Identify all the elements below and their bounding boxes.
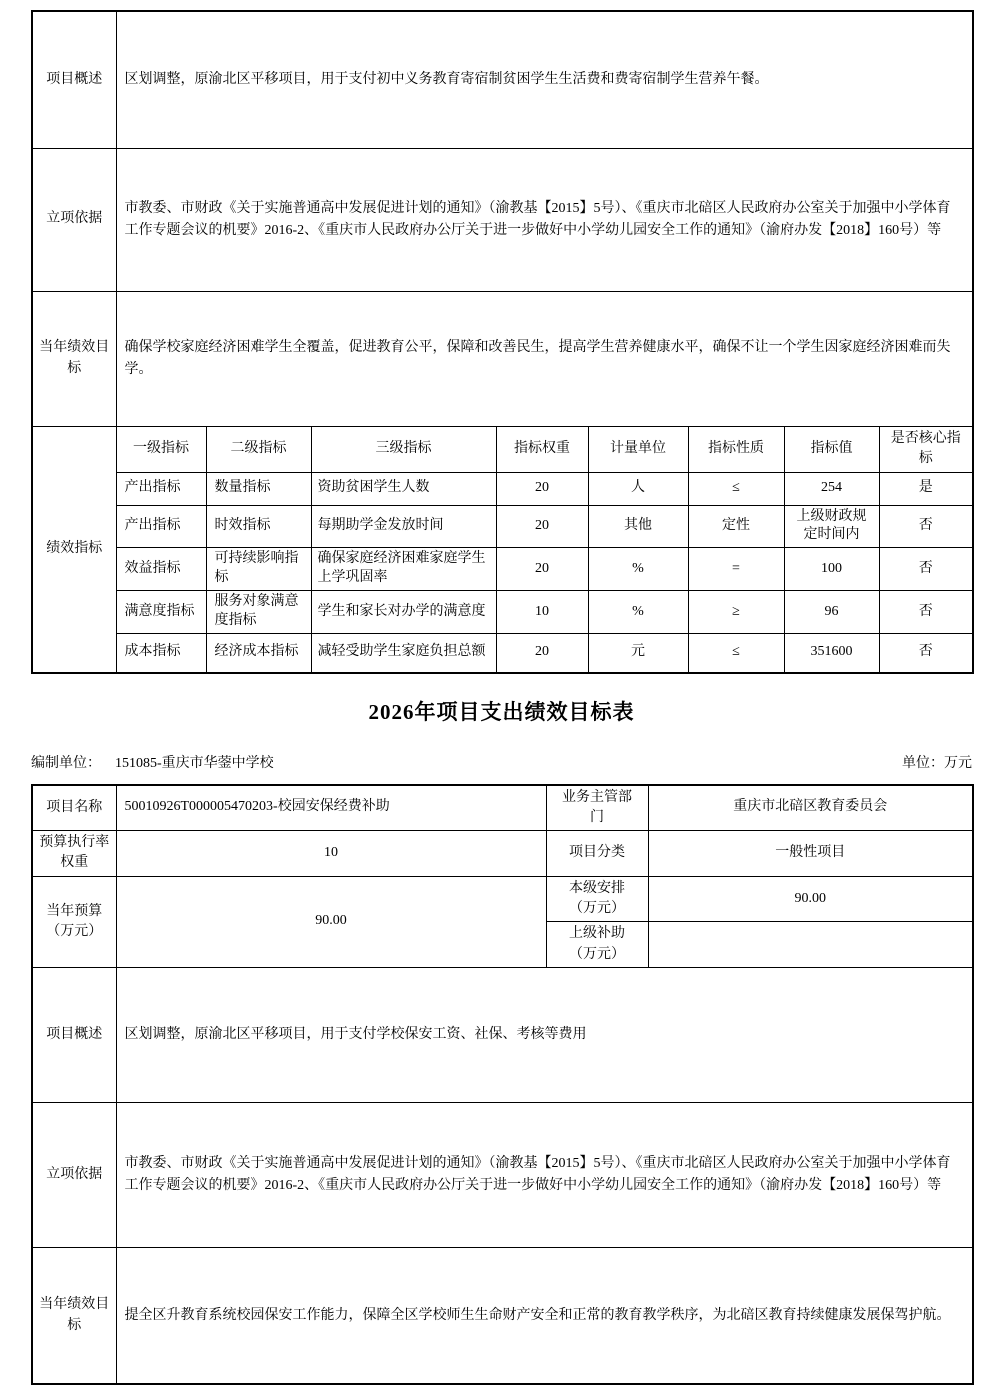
indicator-cell: 学生和家长对办学的满意度 [311,591,496,634]
indicator-cell: ≤ [688,472,784,505]
indicator-cell: 否 [879,591,973,634]
header-level3: 三级指标 [311,426,496,472]
project-overview-label: 项目概述 [32,967,116,1102]
performance-table-top [31,10,974,674]
indicator-cell: 定性 [688,505,784,548]
indicator-row [32,505,973,548]
indicator-cell: 服务对象满意度指标 [206,591,311,634]
indicator-cell: 否 [879,548,973,591]
table-row [32,1247,973,1384]
project-class-value: 一般性项目 [648,831,973,877]
project-name-label: 项目名称 [32,785,116,831]
annual-goal-label: 当年绩效目标 [32,291,116,426]
indicator-cell: 是 [879,472,973,505]
annual-goal-label: 当年绩效目标 [32,1247,116,1384]
indicator-cell: 时效指标 [206,505,311,548]
annual-budget-label: 当年预算（万元） [32,876,116,967]
indicator-cell: 20 [496,472,588,505]
indicator-cell: 确保家庭经济困难家庭学生上学巩固率 [311,548,496,591]
indicator-cell: % [588,548,688,591]
indicator-cell: ≥ [688,591,784,634]
table-row [32,785,973,831]
indicator-cell: 满意度指标 [116,591,206,634]
indicator-row [32,472,973,505]
meta-row [31,752,972,772]
indicator-row [32,548,973,591]
annual-goal-value: 确保学校家庭经济困难学生全覆盖，促进教育公平，保障和改善民生，提高学生营养健康水平，确保不让一个学生因家庭经济困难而失学。 [116,291,973,426]
performance-table-bottom [31,784,974,1386]
indicator-cell: 上级财政规定时间内 [784,505,879,548]
local-arrangement-value: 90.00 [648,876,973,922]
dept-value: 重庆市北碚区教育委员会 [648,785,973,831]
indicator-cell: 产出指标 [116,505,206,548]
indicator-cell: 20 [496,548,588,591]
indicators-label: 绩效指标 [32,426,116,673]
project-overview-label: 项目概述 [32,11,116,148]
project-basis-value: 市教委、市财政《关于实施普通高中发展促进计划的通知》（渝教基【2015】5号）、《重庆市北碚区人民政府办公室关于加强中小学体育工作专题会议的机要》2016-2、《重庆市人民政府办公厅关于进一步做好中小学幼儿园安全工作的通知》（渝府办发【2018】160号）等 [116,148,973,291]
indicator-cell: 每期助学金发放时间 [311,505,496,548]
project-basis-value: 市教委、市财政《关于实施普通高中发展促进计划的通知》（渝教基【2015】5号）、《重庆市北碚区人民政府办公室关于加强中小学体育工作专题会议的机要》2016-2、《重庆市人民政府办公厅关于进一步做好中小学幼儿园安全工作的通知》（渝府办发【2018】160号）等 [116,1102,973,1247]
table-row [32,1102,973,1247]
header-nature: 指标性质 [688,426,784,472]
project-basis-label: 立项依据 [32,148,116,291]
budget-rate-weight-value: 10 [116,831,546,877]
unit-label: 单位：万元 [902,755,972,771]
table-row [32,876,973,922]
dept-label: 业务主管部门 [546,785,648,831]
indicator-cell: 元 [588,634,688,673]
indicator-cell: 产出指标 [116,472,206,505]
indicator-row [32,634,973,673]
superior-subsidy-value [648,922,973,968]
project-basis-label: 立项依据 [32,1102,116,1247]
header-level2: 二级指标 [206,426,311,472]
indicator-cell: 10 [496,591,588,634]
indicator-cell: 其他 [588,505,688,548]
table-row [32,967,973,1102]
budget-rate-weight-label: 预算执行率权重 [32,831,116,877]
page-title: 2026年项目支出绩效目标表 [368,699,635,724]
header-level1: 一级指标 [116,426,206,472]
prepared-by-label: 编制单位： [31,755,101,771]
indicator-cell: 资助贫困学生人数 [311,472,496,505]
indicator-cell: 351600 [784,634,879,673]
prepared-by-value: 151085-重庆市华蓥中学校 [115,755,274,771]
indicator-cell: 减轻受助学生家庭负担总额 [311,634,496,673]
indicator-cell: 否 [879,634,973,673]
annual-goal-value: 提全区升教育系统校园保安工作能力，保障全区学校师生生命财产安全和正常的教育教学秩序，为北碚区教育持续健康发展保驾护航。 [116,1247,973,1384]
indicator-cell: 经济成本指标 [206,634,311,673]
header-core: 是否核心指标 [879,426,973,472]
project-overview-value: 区划调整，原渝北区平移项目，用于支付学校保安工资、社保、考核等费用 [116,967,973,1102]
indicator-cell: 96 [784,591,879,634]
annual-budget-value: 90.00 [116,876,546,967]
project-overview-value: 区划调整，原渝北区平移项目，用于支付初中义务教育寄宿制贫困学生生活费和费寄宿制学生营养午餐。 [116,11,973,148]
header-value: 指标值 [784,426,879,472]
local-arrangement-label: 本级安排（万元） [546,876,648,922]
project-name-value: 50010926T000005470203-校园安保经费补助 [116,785,546,831]
indicator-row [32,591,973,634]
project-class-label: 项目分类 [546,831,648,877]
indicator-header-row [32,426,973,472]
indicator-cell: 可持续影响指标 [206,548,311,591]
indicator-cell: ≤ [688,634,784,673]
table-row [32,148,973,291]
indicator-cell: 20 [496,505,588,548]
superior-subsidy-label: 上级补助（万元） [546,922,648,968]
indicator-cell: % [588,591,688,634]
table-row [32,11,973,148]
header-unit: 计量单位 [588,426,688,472]
indicator-cell: 成本指标 [116,634,206,673]
indicator-cell: 100 [784,548,879,591]
indicator-cell: 效益指标 [116,548,206,591]
indicator-cell: 人 [588,472,688,505]
table-row [32,831,973,877]
indicator-cell: 数量指标 [206,472,311,505]
table-row [32,291,973,426]
indicator-cell: = [688,548,784,591]
indicator-cell: 否 [879,505,973,548]
indicator-cell: 254 [784,472,879,505]
header-weight: 指标权重 [496,426,588,472]
prepared-by [31,752,274,772]
indicator-cell: 20 [496,634,588,673]
